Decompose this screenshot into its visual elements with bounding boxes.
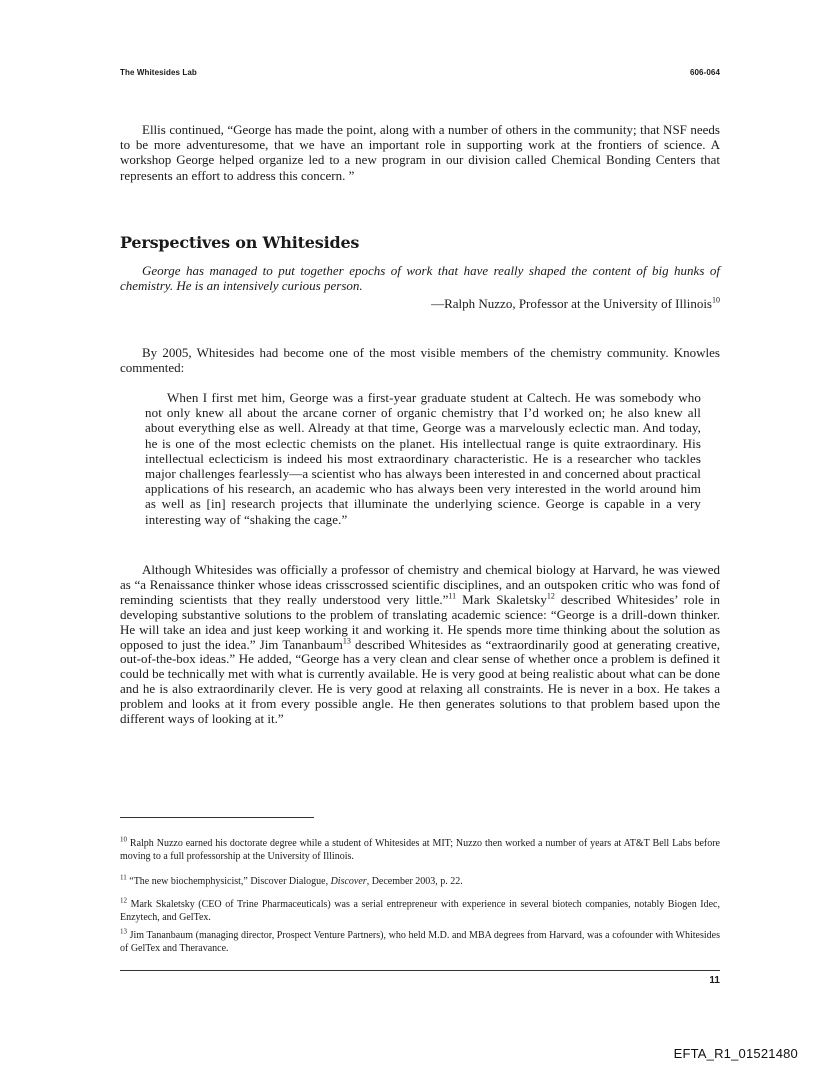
paragraph-text: described Whitesides as “extraordinarily good at generating creative, out-of-the-box ideas.” He added, “George has a very clean and clear sense of whether once a problem is defined it could be technically met with what is currently available. He is very good at being realistic about what can be done and he is also extraordinarily clever. He is very good at relaxing all constraints. He is never in a box. He takes a problem and looks at it from every possible angle. He then generates solutions to that problem based upon the different ways of looking at it.” <box>120 636 720 727</box>
footnote-publication: Discover <box>330 876 367 887</box>
section-heading: Perspectives on Whitesides <box>120 233 360 252</box>
footnote-11 <box>120 873 720 889</box>
footnote-ref[interactable]: 13 <box>342 636 351 646</box>
header-title: The Whitesides Lab <box>120 68 197 77</box>
footnote-ref[interactable]: 12 <box>546 591 555 601</box>
footnote-10 <box>120 835 720 863</box>
paragraph-text: Mark Skaletsky <box>456 591 547 607</box>
footnote-text: Ralph Nuzzo earned his doctorate degree while a student of Whitesides at MIT; Nuzzo then worked a number of years at AT&T Bell Labs before moving to a full professorship at the University of Illinois. <box>120 838 720 862</box>
footnote-text: “The new biochemphysicist,” Discover Dialogue, <box>126 876 331 887</box>
footnote-text: Mark Skaletsky (CEO of Trine Pharmaceuticals) was a serial entrepreneur with experience in several biotech companies, notably Biogen Idec, Enzytech, and GelTex. <box>120 899 720 923</box>
paragraph-text: Although Whitesides was officially a professor of chemistry and chemical biology at Harvard, he was viewed as “a Renaissance thinker whose ideas crisscrossed scientific disciplines, and an outspoken critic who was fond of reminding scientists that they really understood very little.” <box>120 562 720 607</box>
document-page <box>120 0 720 1073</box>
footnote-number: 13 <box>120 927 127 936</box>
footnote-number: 10 <box>120 835 127 844</box>
epigraph-attribution <box>431 296 720 312</box>
epigraph-quote: George has managed to put together epochs of work that have really shaped the content of big hunks of chemistry. He is an intensively curious person. <box>120 263 720 294</box>
footnote-divider <box>120 817 314 818</box>
footnote-12 <box>120 896 720 924</box>
footnote-text: Jim Tananbaum (managing director, Prospect Venture Partners), who held M.D. and MBA degrees from Harvard, was a cofounder with Whitesides of GelTex and Theravance. <box>120 930 720 954</box>
epigraph-attribution-text: —Ralph Nuzzo, Professor at the University of Illinois <box>431 296 712 311</box>
footnote-text: , December 2003, p. 22. <box>366 876 463 887</box>
header-case-number: 606-064 <box>689 68 720 77</box>
paragraph-2005: By 2005, Whitesides had become one of the most visible members of the chemistry community. Knowles commented: <box>120 345 720 376</box>
footnote-13 <box>120 927 720 955</box>
footnote-ref[interactable]: 10 <box>712 295 720 305</box>
footnote-ref[interactable]: 11 <box>448 591 457 601</box>
document-id-stamp: EFTA_R1_01521480 <box>673 1046 798 1061</box>
page-number: 11 <box>709 975 720 986</box>
knowles-block-quote: When I first met him, George was a first-year graduate student at Caltech. He was somebody who not only knew all about the arcane corner of organic chemistry that I’d worked on; he also knew all about everything else as well. Already at that time, George was a marvelously eclectic man. And today, he is one of the most eclectic chemists on the planet. His intellectual range is quite extraordinary. His intellectual eclecticism is indeed his most extraordinary characteristic. He is a researcher who tackles major challenges fearlessly—a scientist who has always been interested in and concerned about practical applications of his research, an academic who has always been very interested in the world around him as well as [in] research projects that illuminate the underlying science. George is capable in a very interesting way of “shaking the cage.” <box>145 390 701 527</box>
intro-paragraph: Ellis continued, “George has made the point, along with a number of others in the community; that NSF needs to be more adventuresome, that we have an important role in supporting work at the frontiers of science. A workshop George helped organize led to a new program in our division called Chemical Bonding Centers that represents an effort to address this concern. ” <box>120 122 720 183</box>
paragraph-harvard <box>120 563 720 727</box>
paragraph-text: described Whitesides’ role in developing substantive solutions to the problem of translating academic science: “George is a drill-down thinker. He will take an idea and just keep working it and working it. He spends more time thinking about the solution as opposed to just the idea.” Jim Tananbaum <box>120 591 720 652</box>
footnote-number: 11 <box>120 873 127 882</box>
page-bottom-rule <box>120 970 720 971</box>
footnote-number: 12 <box>120 896 127 905</box>
